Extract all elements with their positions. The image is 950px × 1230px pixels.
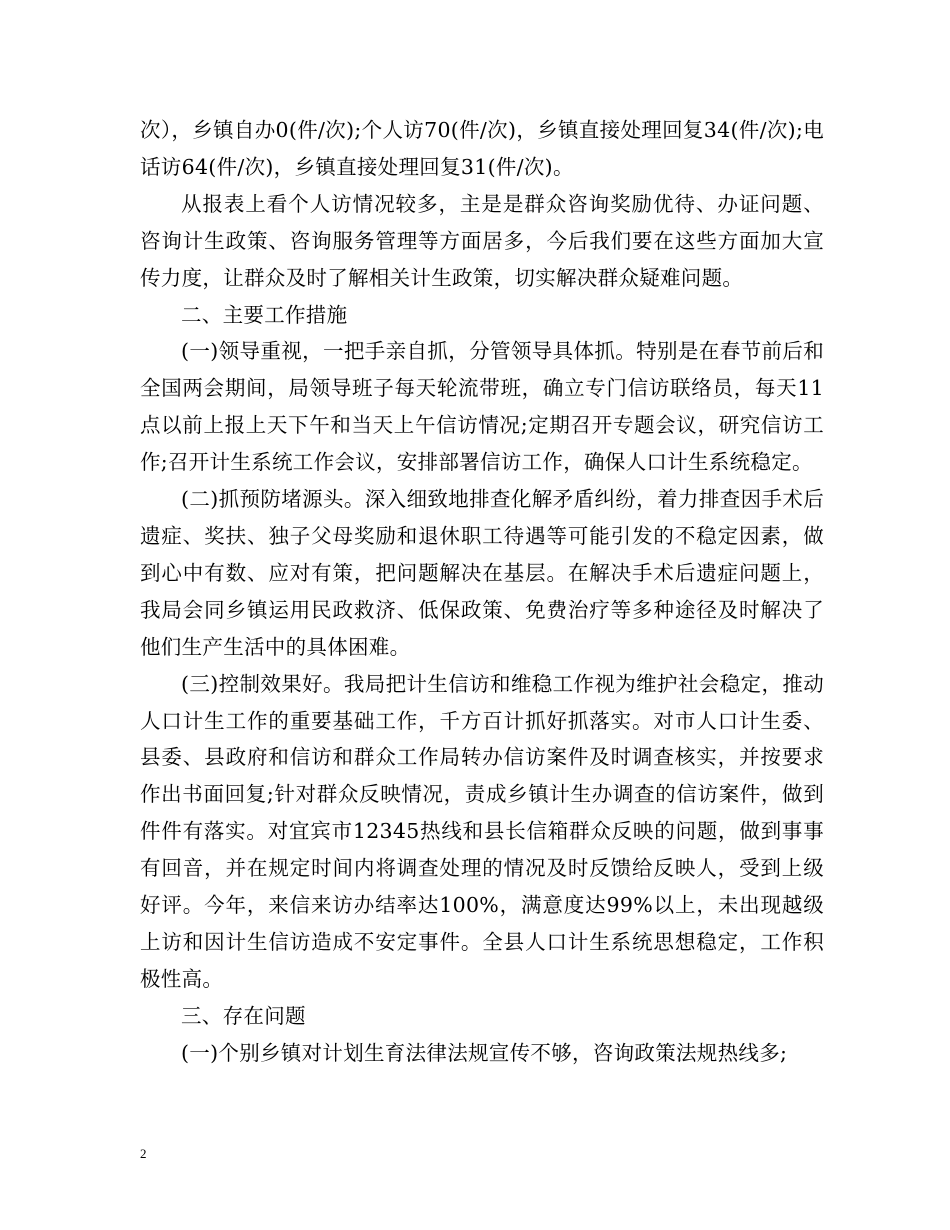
paragraph-continued: 次），乡镇自办0(件/次);个人访70(件/次)，乡镇直接处理回复34(件/次);电话访64(件/次)，乡镇直接处理回复31(件/次)。 bbox=[140, 118, 824, 179]
paragraph-measure-2: (二)抓预防堵源头。深入细致地排查化解矛盾纠纷，着力排查因手术后遗症、奖扶、独子父母奖励和退休职工待遇等可能引发的不稳定因素，做到心中有数、应对有策，把问题解决在基层。在解决手术后遗症问题上，我局会同乡镇运用民政救济、低保政策、免费治疗等多种途径及时解决了他们生产生活中的具体困难。 bbox=[140, 487, 824, 659]
paragraph-analysis: 从报表上看个人访情况较多，主是是群众咨询奖励优待、办证问题、咨询计生政策、咨询服务管理等方面居多，今后我们要在这些方面加大宣传力度，让群众及时了解相关计生政策，切实解决群众疑难问题。 bbox=[140, 191, 824, 290]
document-body bbox=[140, 112, 824, 1072]
paragraph-measure-1: (一)领导重视，一把手亲自抓，分管领导具体抓。特别是在春节前后和全国两会期间，局领导班子每天轮流带班，确立专门信访联络员，每天11点以前上报上天下午和当天上午信访情况;定期召开专题会议，研究信访工作;召开计生系统工作会议，安排部署信访工作，确保人口计生系统稳定。 bbox=[140, 339, 824, 475]
page-number: 2 bbox=[140, 1146, 147, 1161]
paragraph-measure-3: (三)控制效果好。我局把计生信访和维稳工作视为维护社会稳定，推动人口计生工作的重要基础工作，千方百计抓好抓落实。对市人口计生委、县委、县政府和信访和群众工作局转办信访案件及时调查核实，并按要求作出书面回复;针对群众反映情况，责成乡镇计生办调查的信访案件，做到件件有落实。对宜宾市12345热线和县长信箱群众反映的问题，做到事事有回音，并在规定时间内将调查处理的情况及时反馈给反映人，受到上级好评。今年，来信来访办结率达100%，满意度达99%以上，未出现越级上访和因计生信访造成不安定事件。全县人口计生系统思想稳定，工作积极性高。 bbox=[140, 671, 824, 991]
paragraph-problem-1: (一)个别乡镇对计划生育法律法规宣传不够，咨询政策法规热线多; bbox=[181, 1040, 788, 1065]
section-heading-problems: 三、存在问题 bbox=[181, 1003, 306, 1028]
section-heading-measures: 二、主要工作措施 bbox=[181, 302, 348, 327]
